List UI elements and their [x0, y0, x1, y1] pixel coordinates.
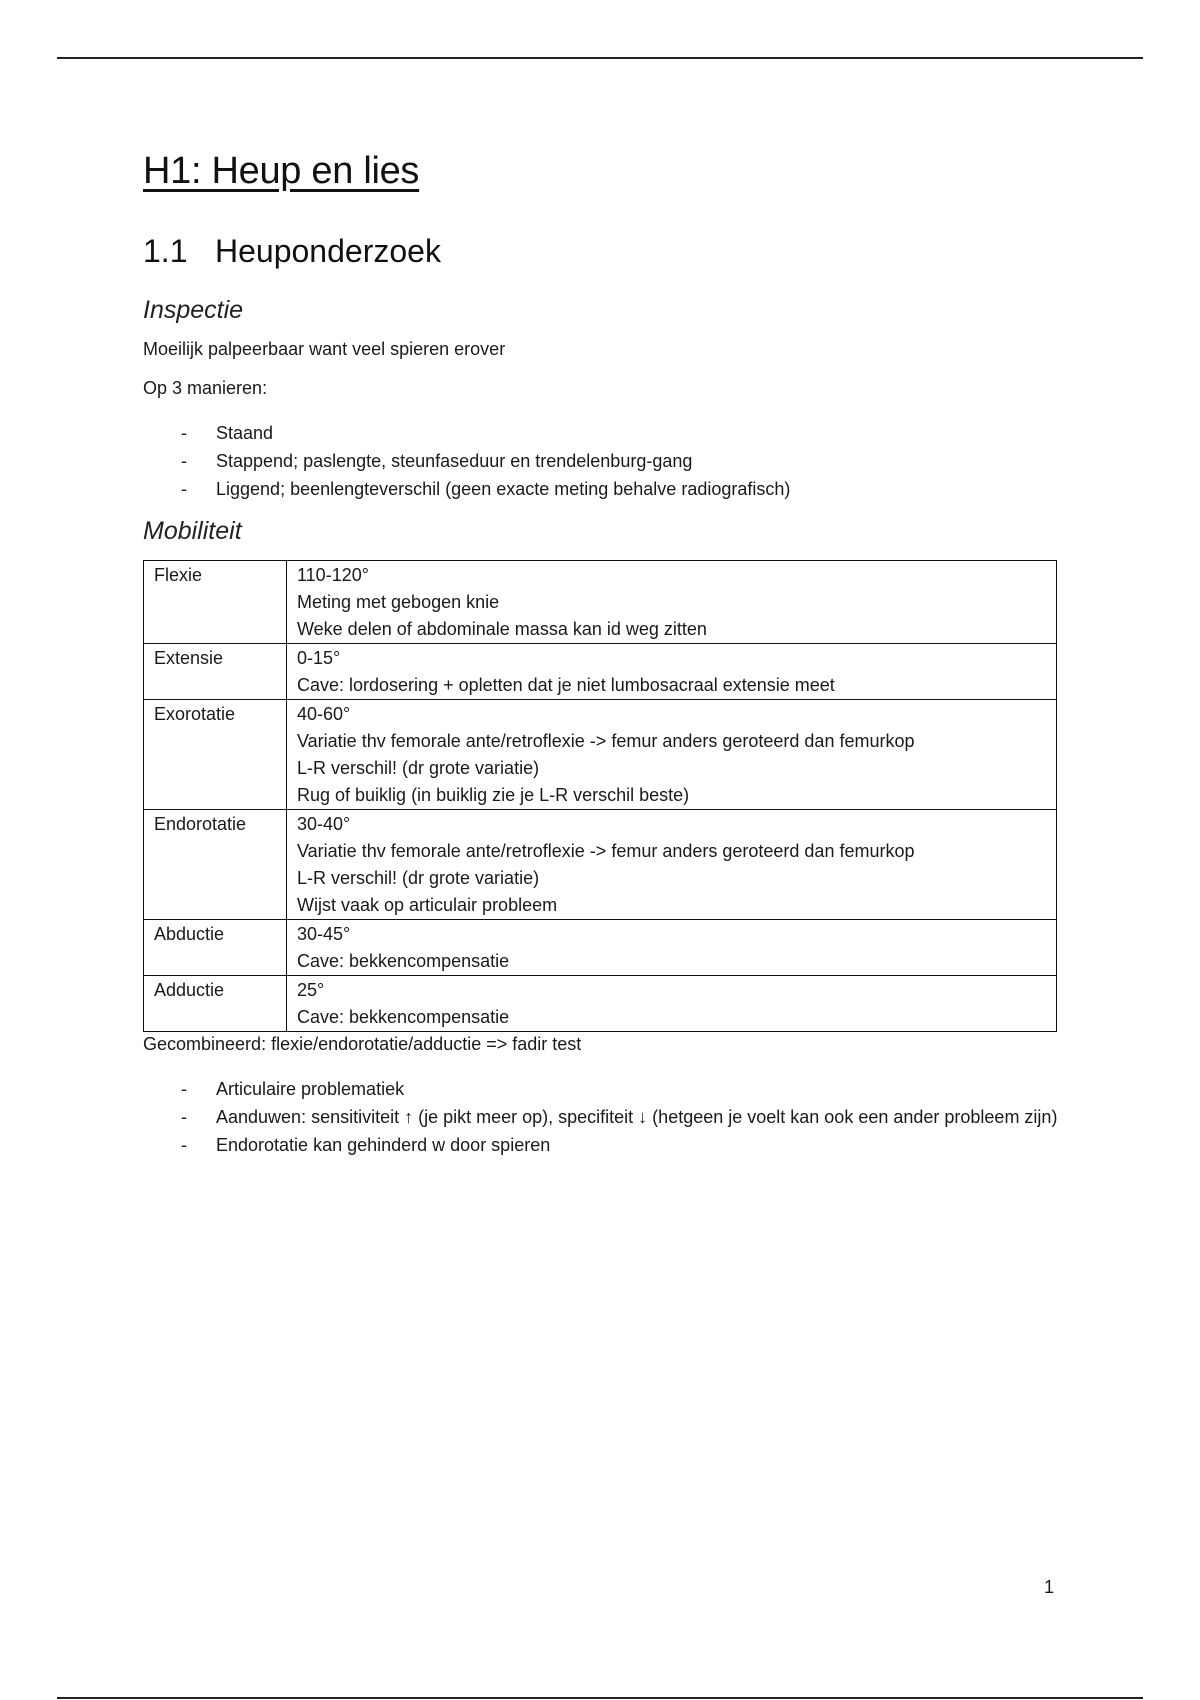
- table-row: [144, 700, 1057, 810]
- combined-note: Gecombineerd: flexie/endorotatie/adductie => fadir test: [143, 1034, 582, 1054]
- inspectie-list: [143, 419, 1063, 503]
- value-line: Meting met gebogen knie: [297, 592, 500, 612]
- value-line: 0-15°: [297, 648, 341, 668]
- table-row: [144, 561, 1057, 644]
- row-values: [287, 700, 1057, 810]
- section-heading: [143, 233, 1063, 270]
- value-line: Rug of buiklig (in buiklig zie je L-R verschil beste): [297, 785, 690, 805]
- value-line: Variatie thv femorale ante/retroflexie -> femur anders geroteerd dan femurkop: [297, 841, 915, 861]
- table-row: [144, 810, 1057, 920]
- top-rule: [57, 57, 1143, 59]
- page-content: [143, 140, 1063, 1159]
- row-label: Endorotatie: [144, 810, 287, 920]
- table-row: [144, 644, 1057, 700]
- value-line: 30-40°: [297, 814, 351, 834]
- list-item: - Liggend; beenlengteverschil (geen exacte meting behalve radiografisch): [143, 475, 1063, 503]
- list-item: - Aanduwen: sensitiviteit ↑ (je pikt meer op), specifiteit ↓ (hetgeen je voelt kan ook een ander probleem zijn): [143, 1103, 1063, 1131]
- bottom-rule: [57, 1697, 1143, 1699]
- table-row: [144, 920, 1057, 976]
- row-label: Extensie: [144, 644, 287, 700]
- value-line: Variatie thv femorale ante/retroflexie -> femur anders geroteerd dan femurkop: [297, 731, 915, 751]
- page-title: H1: Heup en lies: [143, 150, 420, 192]
- row-label: Abductie: [144, 920, 287, 976]
- row-label: Adductie: [144, 976, 287, 1032]
- table-row: [144, 976, 1057, 1032]
- row-values: [287, 810, 1057, 920]
- row-label: Exorotatie: [144, 700, 287, 810]
- value-line: 30-45°: [297, 924, 351, 944]
- value-line: L-R verschil! (dr grote variatie): [297, 758, 540, 778]
- mobiliteit-list: [143, 1075, 1063, 1159]
- list-item: - Stappend; paslengte, steunfaseduur en trendelenburg-gang: [143, 447, 1063, 475]
- value-line: L-R verschil! (dr grote variatie): [297, 868, 540, 888]
- list-item: - Staand: [143, 419, 1063, 447]
- page-number: 1: [1044, 1577, 1055, 1597]
- list-item: - Endorotatie kan gehinderd w door spieren: [143, 1131, 1063, 1159]
- inspectie-paragraph-2: Op 3 manieren:: [143, 378, 268, 398]
- row-values: [287, 644, 1057, 700]
- row-values: [287, 920, 1057, 976]
- value-line: Cave: bekkencompensatie: [297, 951, 510, 971]
- section-number: 1.1: [143, 233, 188, 269]
- row-values: [287, 976, 1057, 1032]
- mobiliteit-heading: Mobiliteit: [143, 517, 242, 545]
- value-line: Wijst vaak op articulair probleem: [297, 895, 558, 915]
- value-line: 110-120°: [297, 565, 369, 585]
- value-line: Cave: bekkencompensatie: [297, 1007, 510, 1027]
- row-values: [287, 561, 1057, 644]
- value-line: 40-60°: [297, 704, 351, 724]
- section-title: Heuponderzoek: [215, 233, 441, 269]
- inspectie-heading: Inspectie: [143, 296, 244, 324]
- mobiliteit-table: [143, 560, 1057, 1032]
- value-line: Cave: lordosering + opletten dat je niet lumbosacraal extensie meet: [297, 675, 835, 695]
- inspectie-paragraph-1: Moeilijk palpeerbaar want veel spieren erover: [143, 339, 506, 359]
- value-line: 25°: [297, 980, 325, 1000]
- value-line: Weke delen of abdominale massa kan id weg zitten: [297, 619, 707, 639]
- list-item: - Articulaire problematiek: [143, 1075, 1063, 1103]
- row-label: Flexie: [144, 561, 287, 644]
